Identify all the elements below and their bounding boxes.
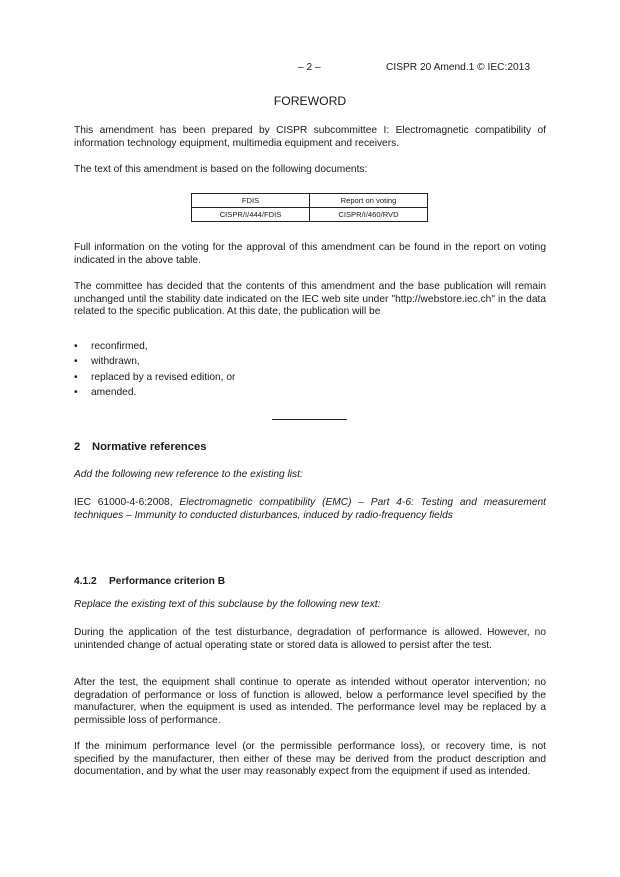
table-row: [192, 208, 428, 222]
list-item: [74, 341, 235, 356]
list-item: [74, 387, 235, 402]
criterion-paragraph-3: If the minimum performance level (or the permissible performance loss), or recovery time, is not specified by the manufacturer, then either of these may be derived from the product description and documentation, and by what the user may reasonably expect from the equipment if used as intended.: [74, 741, 546, 778]
table-header-cell: FDIS: [192, 194, 310, 208]
list-item-text: replaced by a revised edition, or: [91, 371, 236, 383]
list-item: [74, 372, 235, 387]
table-header-row: [192, 194, 428, 208]
reference-id: IEC 61000-4-6:2008,: [74, 497, 173, 508]
section-title: Normative references: [92, 441, 207, 453]
foreword-paragraph-1: This amendment has been prepared by CISPR subcommittee I: Electromagnetic compatibility of information technology equipment, multimedia equipment and receivers.: [74, 125, 546, 149]
bullet-list: [74, 341, 235, 402]
foreword-paragraph-4: The committee has decided that the contents of this amendment and the base publication will remain unchanged until the stability date indicated on the IEC web site under "http://webstore.iec.ch" in the data related to the specific publication. At this date, the publication will be: [74, 281, 546, 318]
list-item-text: withdrawn,: [91, 356, 140, 368]
voting-table: [191, 193, 428, 222]
normative-reference: [74, 497, 546, 522]
reference-title: Electromagnetic compatibility (EMC) – Part 4-6: Testing and measurement techniques – Immunity to conducted disturbances, induced by radio-frequency fields: [74, 497, 546, 521]
section-number: 2: [74, 441, 81, 453]
section-divider: [272, 419, 347, 420]
subclause-title: Performance criterion B: [109, 576, 226, 587]
subclause-instruction: Replace the existing text of this subclause by the following new text:: [74, 599, 381, 610]
foreword-title: FOREWORD: [273, 94, 347, 108]
bullet-icon: •: [74, 341, 78, 352]
list-item-text: amended.: [91, 386, 137, 398]
list-item: [74, 356, 235, 371]
foreword-paragraph-2: The text of this amendment is based on the following documents:: [74, 164, 368, 175]
document-reference: CISPR 20 Amend.1 © IEC:2013: [386, 62, 530, 73]
list-item-text: reconfirmed,: [91, 341, 148, 352]
criterion-paragraph-1: During the application of the test disturbance, degradation of performance is allowed. However, no unintended change of actual operating state or stored data is allowed to persist after the test.: [74, 627, 546, 651]
foreword-paragraph-3: Full information on the voting for the approval of this amendment can be found in the report on voting indicated in the above table.: [74, 242, 546, 266]
criterion-paragraph-2: After the test, the equipment shall continue to operate as intended without operator intervention; no degradation of performance or loss of function is allowed, below a performance level specified by the manufacturer, when the equipment is used as intended. The performance level may be replaced by a permissible loss of performance.: [74, 677, 546, 726]
subclause-4-1-2-heading: [74, 576, 225, 587]
table-header-cell: Report on voting: [310, 194, 428, 208]
section-2-heading: [74, 441, 206, 453]
table-cell: CISPR/I/444/FDIS: [192, 208, 310, 222]
page-number: – 2 –: [298, 62, 321, 73]
bullet-icon: •: [74, 371, 78, 383]
bullet-icon: •: [74, 356, 78, 368]
subclause-number: 4.1.2: [74, 576, 97, 587]
section-2-instruction: Add the following new reference to the existing list:: [74, 469, 303, 480]
bullet-icon: •: [74, 386, 78, 398]
table-cell: CISPR/I/460/RVD: [310, 208, 428, 222]
